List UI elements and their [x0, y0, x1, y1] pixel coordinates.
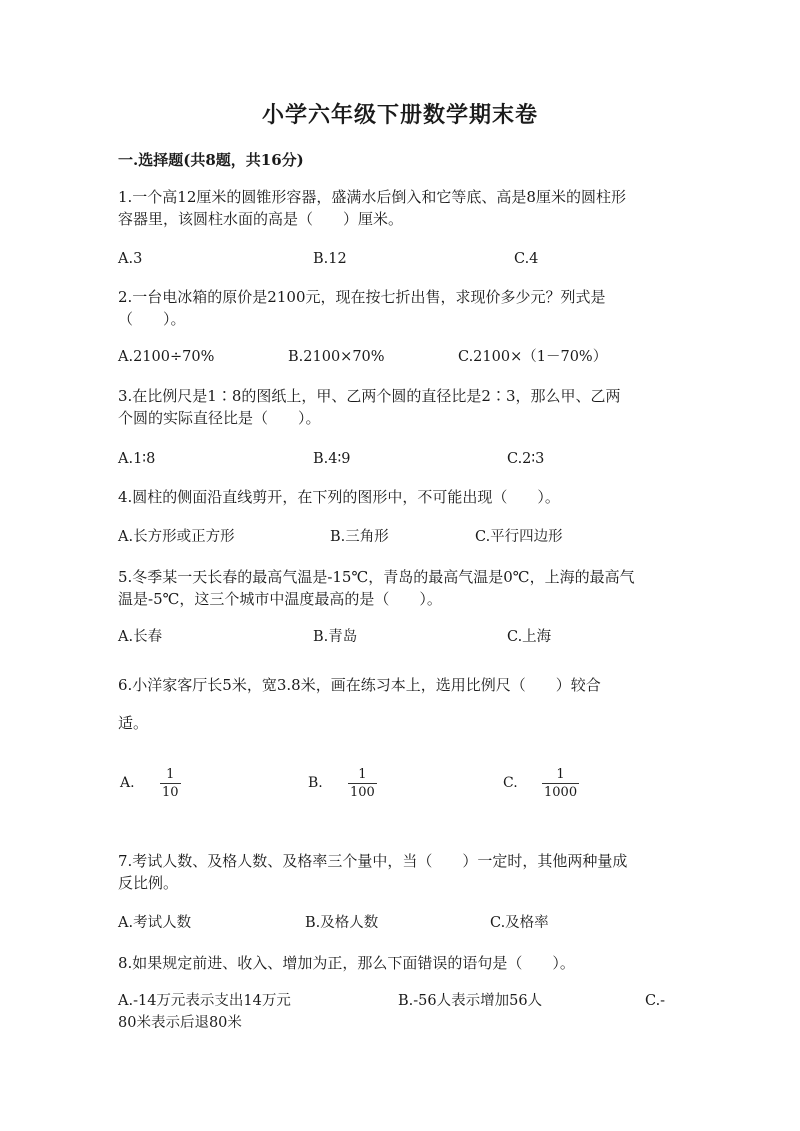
question-2	[118, 286, 678, 330]
question-line: 容器里，该圆柱水面的高是（ ）厘米。	[118, 210, 404, 228]
q3-option-a: A.1∶8	[118, 451, 156, 467]
q8-option-a: A.-14万元表示支出14万元	[118, 993, 291, 1009]
q6-option-a-fraction	[160, 767, 181, 800]
q8-option-b: B.-56人表示增加56人	[398, 993, 543, 1009]
q3-option-c: C.2∶3	[507, 451, 545, 467]
question-1	[118, 186, 678, 230]
question-line: 7.考试人数、及格人数、及格率三个量中，当（ ）一定时，其他两种量成	[118, 852, 628, 870]
fraction-bar	[160, 783, 181, 784]
question-line: 8.如果规定前进、收入、增加为正，那么下面错误的语句是（ ）。	[118, 954, 575, 972]
q2-option-a: A.2100÷70%	[118, 349, 215, 365]
q6-option-b-label: B.	[308, 775, 323, 791]
question-line: （ ）。	[118, 310, 186, 328]
question-line: 个圆的实际直径比是（ ）。	[118, 409, 321, 427]
q4-option-a: A.长方形或正方形	[118, 529, 235, 545]
q2-option-b: B.2100×70%	[288, 349, 385, 365]
q8-option-c: C.-	[645, 993, 666, 1009]
q1-option-a: A.3	[118, 251, 143, 267]
question-line: 温是-5℃，这三个城市中温度最高的是（ ）。	[118, 590, 442, 608]
question-6	[118, 666, 678, 742]
question-line: 3.在比例尺是1∶8的图纸上，甲、乙两个圆的直径比是2∶3，那么甲、乙两	[118, 387, 621, 405]
question-5	[118, 566, 678, 610]
fraction-bar	[542, 783, 579, 784]
fraction-bar	[348, 783, 377, 784]
question-line: 适。	[118, 714, 149, 732]
fraction-numerator: 1	[556, 767, 565, 782]
q4-option-c: C.平行四边形	[475, 529, 563, 545]
q6-option-b-fraction	[348, 767, 377, 800]
question-4	[118, 486, 678, 508]
q7-option-c: C.及格率	[490, 915, 549, 931]
fraction-numerator: 1	[358, 767, 367, 782]
question-line: 6.小洋家客厅长5米，宽3.8米，画在练习本上，选用比例尺（ ）较合	[118, 676, 601, 694]
q3-option-b: B.4∶9	[313, 451, 351, 467]
question-3	[118, 385, 678, 429]
fraction-denominator: 10	[162, 785, 179, 800]
q8-option-c-continued: 80米表示后退80米	[118, 1015, 242, 1031]
q5-option-b: B.青岛	[313, 629, 358, 645]
fraction-numerator: 1	[166, 767, 175, 782]
q5-option-a: A.长春	[118, 629, 163, 645]
q4-option-b: B.三角形	[330, 529, 389, 545]
page-title: 小学六年级下册数学期末卷	[261, 102, 538, 128]
question-line: 2.一台电冰箱的原价是2100元，现在按七折出售，求现价多少元？列式是	[118, 288, 606, 306]
question-line: 反比例。	[118, 874, 179, 892]
question-line: 4.圆柱的侧面沿直线剪开，在下列的图形中，不可能出现（ ）。	[118, 488, 560, 506]
question-line: 5.冬季某一天长春的最高气温是-15℃，青岛的最高气温是0℃，上海的最高气	[118, 568, 635, 586]
q7-option-b: B.及格人数	[305, 915, 379, 931]
section-heading: 一.选择题(共8题，共16分)	[118, 151, 304, 169]
q7-option-a: A.考试人数	[118, 915, 192, 931]
q6-option-c-fraction	[542, 767, 579, 800]
q1-option-b: B.12	[313, 251, 347, 267]
question-line: 1.一个高12厘米的圆锥形容器，盛满水后倒入和它等底、高是8厘米的圆柱形	[118, 188, 626, 206]
question-8	[118, 952, 678, 974]
fraction-denominator: 1000	[544, 785, 578, 800]
q1-option-c: C.4	[514, 251, 539, 267]
q6-option-a-label: A.	[120, 775, 135, 791]
q2-option-c: C.2100×（1－70%）	[458, 349, 608, 365]
q5-option-c: C.上海	[507, 629, 552, 645]
q6-option-c-label: C.	[503, 775, 518, 791]
question-7	[118, 850, 678, 894]
fraction-denominator: 100	[350, 785, 375, 800]
